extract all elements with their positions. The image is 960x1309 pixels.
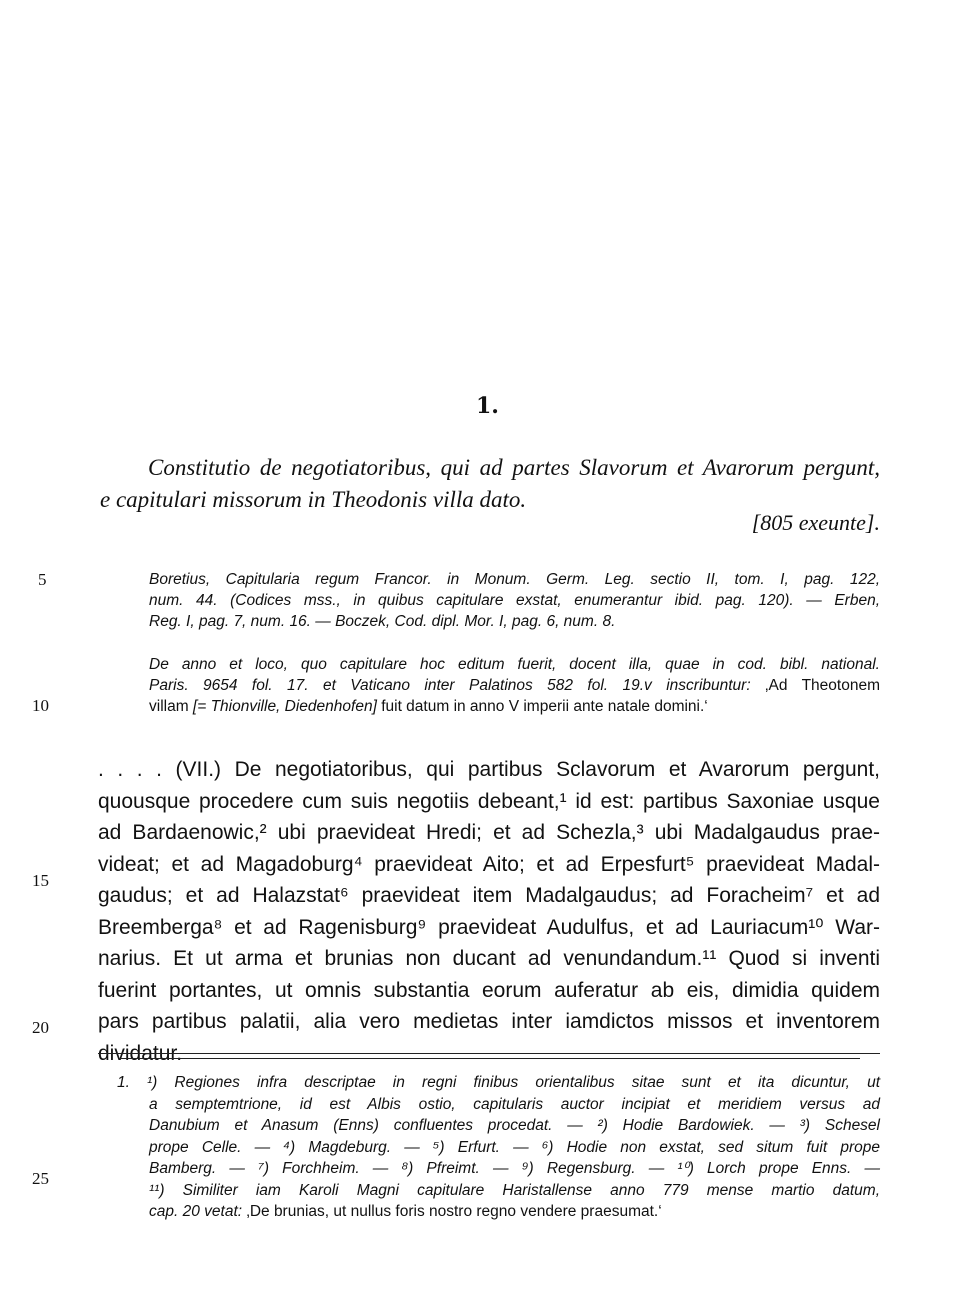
source-line [149, 696, 880, 717]
footnote-line: a semptemtrione, id est Albis ostio, capitularis auctor incipiat et meridiem versus ad [149, 1095, 880, 1113]
line-number-20: 20 [32, 1018, 49, 1037]
text-line: gaudus; et ad Halazstat⁶ praevideat item Madalgaudus; ad Foracheim⁷ et ad [98, 884, 880, 907]
source-line: De anno et loco, quo capitulare hoc editum fuerit, docent illa, quae in cod. bibl. national. [149, 656, 880, 673]
source-line-italic: Paris. 9654 fol. 17. et Vaticano inter Palatinos 582 fol. 19.v inscribuntur: [149, 677, 751, 694]
footnote-line: Bamberg. — ⁷) Forchheim. — ⁸) Pfreimt. — ⁹) Regensburg. — ¹⁰) Lorch prope Enns. — [149, 1160, 880, 1177]
source-villam: villam [149, 698, 193, 715]
document-number: 1. [476, 393, 499, 419]
source-quote: ‚Ad Theotonem [750, 677, 880, 694]
main-text [98, 754, 880, 1069]
footnote-quote: ‚De brunias, ut nullus foris nostro regno vendere praesumat.‘ [246, 1203, 662, 1220]
source-line: num. 44. (Codices mss., in quibus capitulare exstat, enumerantur ibid. pag. 120). — Erben, [149, 592, 880, 609]
text-line: dividatur. [98, 1041, 183, 1065]
text-line: ad Bardaenowic,² ubi praevideat Hredi; et ad Schezla,³ ubi Madalgaudus prae- [98, 821, 880, 844]
footnote-rule-2 [120, 1058, 860, 1059]
footnotes [117, 1072, 880, 1223]
source-line: Reg. I, pag. 7, num. 16. — Boczek, Cod. dipl. Mor. I, pag. 6, num. 8. [149, 613, 616, 630]
source-line: Boretius, Capitularia regum Francor. in Monum. Germ. Leg. sectio II, tom. I, pag. 122, [149, 571, 880, 588]
sources-paragraph-2 [149, 654, 880, 717]
footnote-rule [98, 1053, 880, 1054]
document-heading [100, 452, 880, 516]
source-gloss: [= Thionville, Diedenhofen] [192, 698, 377, 715]
text-line: . . . . (VII.) De negotiatoribus, qui partibus Sclavorum et Avarorum pergunt, [98, 758, 880, 781]
date-note: [805 exeunte]. [751, 510, 880, 535]
footnote-line: Danubium et Anasum (Enns) confluentes procedat. — ²) Hodie Bardowiek. — ³) Schesel [149, 1117, 880, 1134]
footnote-line: ¹¹) Similiter iam Karoli Magni capitulare Haristallense anno 779 mense martio datum, [149, 1181, 880, 1199]
line-number-10: 10 [32, 696, 49, 715]
heading-line-1: Constitutio de negotiatoribus, qui ad partes Slavorum et Avarorum pergunt, [148, 455, 880, 480]
source-line [149, 675, 880, 696]
source-quote-end: fuit datum in anno V imperii ante natale domini.‘ [376, 698, 708, 715]
footnote-cap: cap. 20 vetat: [149, 1203, 247, 1220]
text-line: videat; et ad Magadoburg⁴ praevideat Aito; et ad Erpesfurt⁵ praevideat Madal- [98, 852, 880, 876]
text-line: pars partibus palatii, alia vero medietas inter iamdictos missos et inventorem [98, 1010, 880, 1033]
footnote-line: prope Celle. — ⁴) Magdeburg. — ⁵) Erfurt. — ⁶) Hodie non exstat, sed situm fuit prope [149, 1138, 880, 1156]
sources-paragraph-1 [149, 569, 880, 632]
line-number-15: 15 [32, 871, 49, 890]
footnote-line: 1. ¹) Regiones infra descriptae in regni finibus orientalibus sitae sunt et ita dicuntur, ut [117, 1074, 880, 1091]
text-line: Breemberga⁸ et ad Ragenisburg⁹ praevideat Audulfus, et ad Lauriacum¹⁰ War- [98, 915, 880, 939]
text-line: narius. Et ut arma et brunias non ducant ad venundandum.¹¹ Quod si inventi [98, 947, 880, 970]
text-line: quousque procedere cum suis negotiis debeant,¹ id est: partibus Saxoniae usque [98, 789, 880, 813]
line-number-25: 25 [32, 1169, 49, 1188]
footnote-line [149, 1201, 880, 1223]
heading-line-2: e capitulari missorum in Theodonis villa dato. [100, 487, 527, 512]
text-line: fuerint portantes, ut omnis substantia eorum auferatur ab eis, dimidia quidem [98, 978, 880, 1002]
line-number-5: 5 [38, 570, 47, 589]
